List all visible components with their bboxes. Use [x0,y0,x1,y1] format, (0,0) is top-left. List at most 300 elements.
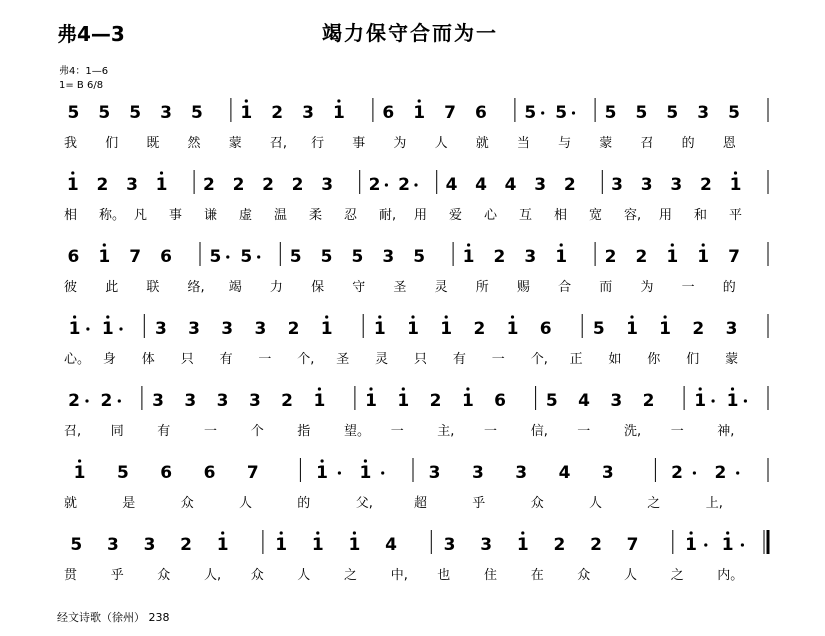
note: 1 [729,175,742,195]
octave-dot [106,315,109,318]
note: 2 [493,247,506,267]
note: 1 [685,535,698,555]
note: 1 [359,463,372,483]
lyric-syllable: 行 [311,136,325,151]
note: 5 [98,103,111,123]
lyric-syllable: 蒙 [599,136,613,151]
lyric-syllable: 称。 [99,208,126,223]
note: 2 [429,391,442,411]
note: 1 [98,247,111,267]
lyric-syllable: 众 [157,568,171,583]
note: 1 [216,535,229,555]
note: 4 [504,175,517,195]
lyric-syllable: 既 [146,136,160,151]
note: 2 [262,175,274,195]
note: 3 [480,535,493,555]
octave-dot [103,243,106,246]
lyric-syllable: 也 [437,568,451,583]
rhythm-dot [693,471,696,474]
lyric-syllable: 个, [530,352,548,367]
octave-dot [731,387,734,390]
note: 2 [287,319,300,339]
rhythm-dot [541,111,544,114]
lyric-syllable: 正 [569,352,583,367]
note: 3 [670,175,683,195]
note: 1 [506,319,519,339]
note: 1 [461,391,474,411]
note: 1 [320,319,333,339]
note: 1 [155,175,168,195]
note: 3 [725,319,738,339]
note: 6 [474,103,487,123]
lyric-syllable: 人, [204,568,222,583]
octave-dot [78,459,81,462]
note: 1 [332,103,345,123]
note: 5 [70,535,83,555]
lyric-syllable: 的 [681,136,695,151]
lyric-syllable: 体 [141,352,155,367]
lyric-syllable: 力 [269,280,283,295]
note: 3 [428,463,441,483]
note: 2 [100,391,113,411]
note: 7 [444,103,456,123]
lyric-syllable: 就 [475,136,489,151]
lyric-syllable: 相 [64,208,78,223]
octave-dot [702,243,705,246]
lyric-syllable: 同 [110,424,124,439]
lyric-syllable: 人 [434,136,448,151]
lyric-syllable: 父, [355,496,373,511]
lyric-syllable: 一 [390,424,404,439]
note: 1 [659,319,672,339]
note: 2 [180,535,193,555]
octave-dot [664,315,667,318]
lyric-syllable: 我 [64,136,78,151]
rhythm-dot [744,399,747,402]
note: 2 [604,247,617,267]
lyric-syllable: 宽 [589,208,603,223]
lyric-syllable: 一 [258,352,272,367]
lyric-syllable: 圣 [336,352,350,367]
note: 5 [592,319,605,339]
lyric-syllable: 在 [530,568,544,583]
hymn-code: 弗4—3 [57,22,125,46]
lyric-syllable: 谦 [204,208,218,223]
octave-dot [280,531,283,534]
lyric-syllable: 虚 [239,208,253,223]
lyric-syllable: 的 [297,496,311,511]
note: 6 [539,319,552,339]
octave-dot [364,459,367,462]
lyric-syllable: 内。 [717,568,744,583]
note: 6 [160,463,173,483]
rhythm-dot [119,327,122,330]
note: 2 [590,535,602,555]
note: 1 [407,319,419,339]
lyric-syllable: 是 [122,496,136,511]
note: 3 [697,103,710,123]
lyric-syllable: 超 [414,496,428,511]
octave-dot [337,99,340,102]
octave-dot [690,531,693,534]
octave-dot [71,171,74,174]
note: 5 [116,463,129,483]
note: 3 [611,175,624,195]
note: 1 [397,391,410,411]
lyric-syllable: 洗, [624,424,642,439]
note: 2 [553,535,566,555]
lyric-syllable: 主, [437,424,455,439]
hymn-title: 竭力保守合而为一 [322,21,498,45]
key-and-time-signature: 1= B 6/8 [59,80,104,91]
octave-dot [630,315,633,318]
lyric-syllable: 彼 [64,280,78,295]
note: 2 [671,463,684,483]
rhythm-dot [712,399,715,402]
lyric-syllable: 事 [352,136,366,151]
lyric-syllable: 召, [64,424,82,439]
note: 5 [604,103,617,123]
lyric-syllable: 赐 [516,280,530,295]
note: 1 [726,391,739,411]
lyric-syllable: 住 [484,568,498,583]
lyric-syllable: 心 [484,208,498,223]
note: 1 [316,463,329,483]
lyric-syllable: 此 [105,280,119,295]
lyric-syllable: 当 [516,136,530,151]
octave-dot [734,171,737,174]
lyric-syllable: 你 [647,352,661,367]
octave-dot [445,315,448,318]
note: 6 [382,103,395,123]
note: 5 [545,391,558,411]
note: 2 [642,391,655,411]
lyric-syllable: 蒙 [228,136,242,151]
note: 5 [190,103,203,123]
lyric-syllable: 用 [414,208,428,223]
note: 5 [289,247,302,267]
octave-dot [160,171,163,174]
scripture-reference: 弗4：1—6 [59,66,109,77]
lyric-syllable: 爱 [449,208,463,223]
lyric-syllable: 指 [297,424,311,439]
note: 2 [271,103,284,123]
rhythm-dot [381,471,384,474]
lyric-syllable: 然 [187,136,201,151]
note: 1 [555,247,568,267]
lyric-syllable: 和 [694,208,708,223]
note: 3 [515,463,528,483]
note: 1 [413,103,426,123]
octave-dot [316,531,319,534]
rhythm-dot [86,327,89,330]
octave-dot [418,99,421,102]
lyric-syllable: 的 [722,280,736,295]
lyric-syllable: 之 [647,496,661,511]
note: 4 [578,391,590,411]
lyric-syllable: 一 [577,424,591,439]
lyric-syllable: 柔 [309,208,323,223]
lyric-syllable: 有 [157,424,171,439]
lyric-syllable: 之 [670,568,684,583]
note: 5 [129,103,142,123]
rhythm-dot [704,543,707,546]
rhythm-dot [85,399,88,402]
note: 1 [694,391,707,411]
lyric-syllable: 众 [180,496,194,511]
lyric-syllable: 上, [705,496,723,511]
octave-dot [318,387,321,390]
octave-dot [325,315,328,318]
lyric-syllable: 合 [558,280,572,295]
lyric-syllable: 贯 [64,568,78,583]
note: 2 [563,175,576,195]
octave-dot [321,459,324,462]
rhythm-dot [226,255,229,258]
note: 6 [203,463,216,483]
lyric-syllable: 望。 [344,424,371,439]
note: 2 [699,175,712,195]
note: 2 [96,175,109,195]
lyric-syllable: 人 [589,496,603,511]
lyric-syllable: 人 [297,568,311,583]
lyric-syllable: 有 [452,352,466,367]
note: 3 [184,391,197,411]
note: 1 [462,247,475,267]
note: 2 [714,463,727,483]
lyric-syllable: 个 [250,424,264,439]
note: 1 [68,319,81,339]
lyric-syllable: 事 [169,208,183,223]
note: 1 [66,175,79,195]
lyric-syllable: 身 [102,352,116,367]
octave-dot [73,315,76,318]
lyric-syllable: 乎 [472,496,486,511]
note: 1 [440,319,453,339]
note: 3 [221,319,234,339]
lyric-syllable: 只 [414,352,428,367]
lyric-syllable: 凡 [134,208,148,223]
note: 6 [67,247,80,267]
note: 1 [240,103,253,123]
octave-dot [511,315,514,318]
lyric-syllable: 相 [554,208,568,223]
lyric-syllable: 有 [219,352,233,367]
note: 5 [555,103,568,123]
note: 2 [291,175,304,195]
lyric-syllable: 联 [146,280,160,295]
note: 1 [626,319,638,339]
note: 4 [475,175,487,195]
lyric-syllable: 平 [729,208,743,223]
lyric-syllable: 竭 [228,280,242,295]
lyric-syllable: 召, [269,136,288,151]
octave-dot [521,531,524,534]
lyric-syllable: 乎 [110,568,124,583]
note: 5 [351,247,364,267]
note: 7 [728,247,740,267]
rhythm-dot [257,255,260,258]
note: 2 [473,319,486,339]
octave-dot [560,243,563,246]
note: 3 [534,175,547,195]
lyric-syllable: 容, [624,208,642,223]
note: 3 [302,103,314,123]
note: 7 [246,463,259,483]
lyric-syllable: 所 [475,280,489,295]
lyric-syllable: 召 [640,136,654,151]
lyric-syllable: 互 [519,208,533,223]
lyric-syllable: 一 [484,424,498,439]
note: 2 [635,247,648,267]
note: 1 [721,535,734,555]
lyric-syllable: 们 [105,136,119,151]
note: 3 [610,391,623,411]
note: 5 [666,103,679,123]
lyric-syllable: 众 [577,568,591,583]
note: 3 [216,391,229,411]
octave-dot [402,387,405,390]
note: 3 [524,247,537,267]
lyric-syllable: 一 [670,424,684,439]
lyric-syllable: 为 [640,280,654,295]
note: 3 [321,175,334,195]
octave-dot [245,99,248,102]
lyric-syllable: 就 [64,496,78,511]
lyric-syllable: 如 [608,352,622,367]
note: 7 [129,247,142,267]
note: 3 [160,103,172,123]
lyric-syllable: 们 [686,352,700,367]
note: 3 [248,391,261,411]
rhythm-dot [741,543,744,546]
note: 5 [635,103,648,123]
rhythm-dot [385,183,388,186]
note: 3 [143,535,156,555]
note: 3 [601,463,614,483]
note: 1 [313,391,326,411]
note: 5 [240,247,253,267]
note: 5 [209,247,222,267]
note: 3 [154,319,167,339]
note: 5 [320,247,333,267]
note: 3 [188,319,200,339]
lyric-syllable: 个, [297,352,315,367]
note: 1 [373,319,386,339]
lyric-syllable: 神, [717,424,735,439]
note: 2 [281,391,294,411]
note: 1 [348,535,361,555]
octave-dot [411,315,414,318]
lyric-syllable: 众 [250,568,264,583]
note: 6 [160,247,172,267]
rhythm-dot [414,183,417,186]
note: 2 [692,319,705,339]
lyric-syllable: 之 [344,568,358,583]
note: 3 [254,319,267,339]
octave-dot [467,243,470,246]
note: 3 [152,391,164,411]
lyric-syllable: 忍 [344,208,358,223]
rhythm-dot [338,471,341,474]
lyric-syllable: 温 [274,208,288,223]
lyric-syllable: 一 [204,424,218,439]
lyric-syllable: 一 [681,280,695,295]
note: 5 [67,103,80,123]
lyric-syllable: 只 [180,352,194,367]
lyric-syllable: 络, [187,280,205,295]
note: 1 [666,247,679,267]
lyric-syllable: 为 [393,136,407,151]
lyric-syllable: 与 [558,136,572,151]
rhythm-dot [118,399,121,402]
note: 1 [311,535,324,555]
lyric-syllable: 人 [624,568,638,583]
note: 5 [413,247,426,267]
lyric-syllable: 圣 [393,280,407,295]
note: 6 [494,391,507,411]
note: 3 [126,175,138,195]
note: 3 [471,463,484,483]
note: 2 [368,175,381,195]
source-footer: 经文诗歌（徐州） 238 [57,611,170,624]
lyric-syllable: 用 [659,208,673,223]
lyric-syllable: 心。 [64,352,91,367]
lyric-syllable: 众 [530,496,544,511]
note: 2 [68,391,81,411]
note: 1 [101,319,114,339]
note: 3 [106,535,119,555]
note: 1 [275,535,288,555]
lyric-syllable: 人 [239,496,253,511]
note: 1 [697,247,710,267]
rhythm-dot [736,471,739,474]
note: 7 [626,535,639,555]
lyric-syllable: 信, [530,424,548,439]
note: 1 [73,463,86,483]
octave-dot [221,531,224,534]
octave-dot [378,315,381,318]
note: 4 [445,175,458,195]
lyric-syllable: 保 [311,280,325,295]
rhythm-dot [572,111,575,114]
octave-dot [369,387,372,390]
note: 2 [398,175,411,195]
note: 1 [365,391,377,411]
note: 3 [640,175,653,195]
note: 3 [443,535,456,555]
note: 4 [558,463,571,483]
note: 3 [382,247,395,267]
lyric-syllable: 而 [599,280,613,295]
lyric-syllable: 一 [491,352,505,367]
lyric-syllable: 耐, [379,208,397,223]
octave-dot [353,531,356,534]
note: 2 [232,175,245,195]
note: 5 [524,103,537,123]
lyric-syllable: 恩 [722,136,736,151]
lyric-syllable: 中, [390,568,408,583]
lyric-syllable: 守 [352,280,366,295]
note: 2 [202,175,215,195]
octave-dot [466,387,469,390]
lyric-syllable: 蒙 [725,352,739,367]
octave-dot [671,243,674,246]
lyric-syllable: 灵 [375,352,389,367]
note: 1 [516,535,529,555]
note: 4 [385,535,397,555]
note: 5 [728,103,740,123]
